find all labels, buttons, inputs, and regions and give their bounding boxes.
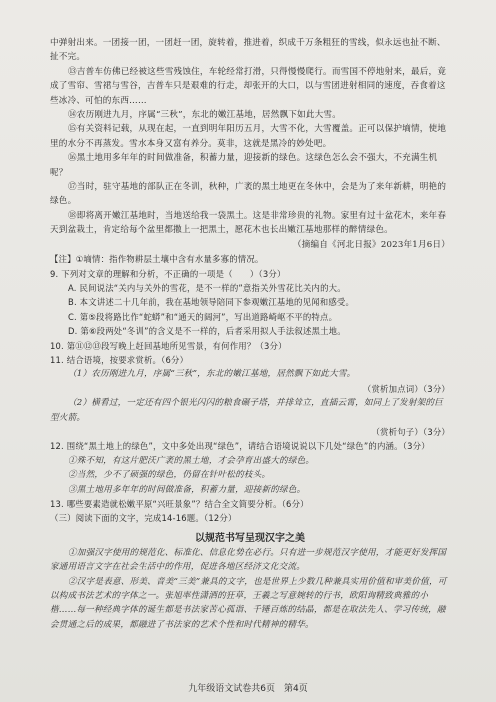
article-paragraph-1: ①加强汉字使用的规范化、标准化、信息化势在必行。只有进一步规范汉字使用，才能更好发挥国家通用语言文字在社会生活中的作用，促进各地区经济文化交流。 bbox=[50, 547, 447, 573]
question-11: 11. 结合语境，按要求赏析。（6分） bbox=[50, 354, 189, 365]
question-10: 10. 第⑪⑫⑬段写晚上赶回基地所见雪景，有何作用？（3分） bbox=[50, 340, 287, 351]
passage-paragraph-13: ⑬吉普车仿佛已经被这些雪残蚀住，车轮经常打滑，只得慢慢爬行。而雪国不停地射来，最后，竟成了雪帘、雪裙与雪谷，吉普车只是艰难的行走，却张开的大口，以与雪团进射相同的速度，吞食着这些冰冷、可怕的东西…… bbox=[50, 66, 447, 106]
question-9-option-a: A. 民间说法“关内与关外的雪花，是不一样的”意指关外雪花比关内的大。 bbox=[68, 282, 346, 293]
question-12: 12. 围绕“黑土地上的绿色”，文中多处出现“绿色”，请结合语境说说以下几处“绿色”的内涵。（3分） bbox=[50, 441, 430, 452]
passage-paragraph-14: ⑭农历刚进九月，序属“三秋”，东北的嫩江基地，居然飘下如此大雪。 bbox=[68, 110, 342, 121]
passage-paragraph-0: 中弹射出来。一团接一团，一团赶一团，旋转着，推进着，织成千万条粗狂的雪线，似永远也扯不断、扯不完。 bbox=[50, 38, 446, 63]
question-9-option-d: D. 第⑥段两处“冬训”的含义是不一样的，后者采用拟人手法叙述黑土地。 bbox=[68, 326, 346, 337]
page-footer: 九年级语文试卷共6页 第4页 bbox=[188, 684, 308, 694]
question-11-item-1: （1）农历刚进九月，序属“三秋”，东北的嫩江基地，居然飘下如此大雪。 bbox=[68, 369, 356, 380]
article-title: 以规范书写呈现汉字之美 bbox=[195, 532, 305, 544]
passage-paragraph-18: ⑱即将离开嫩江基地时，当地送给我一袋黑土。这是非常珍贵的礼物。家里有过十盆花木，来年春天到盆栽土，肯定给每个盆里都撒上一把黑土，愿花木也长出嫩江基地那样的醉情绿色。 bbox=[50, 210, 447, 236]
passage-source: （摘编自《河北日报》2023年1月6日） bbox=[292, 239, 450, 250]
passage-paragraph-16: ⑯黑土地用多年年的时间做准备，积蓄力量，迎接新的绿色。这绿色怎么会不强大，不充满生机呢？ bbox=[50, 153, 438, 178]
passage-paragraph-17: ⑰当时，驻守基地的部队正在冬训，秋种，广袤的黑土地更在冬休中，会是为了来年新耕，明艳的绿色。 bbox=[50, 182, 447, 207]
question-11-item-2: （2）横看过，一定还有四个银光闪闪的粮食碾子塔，并排耸立，直插云霄，如同上了发射架的巨型火箭。 bbox=[50, 398, 444, 423]
question-12-item-1: ①殊不知，有这片肥沃广袤的黑土地，才会孕育出盛大的绿色。 bbox=[68, 455, 315, 466]
question-12-item-3: ③黑土地用多年年的时间做准备，积蓄力量，迎接新的绿色。 bbox=[68, 484, 306, 495]
section-3-intro: （三）阅读下面的文字，完成14-16题。（12分） bbox=[50, 513, 237, 524]
article-paragraph-2: ②汉字是表意、形美、音美“三美”兼具的文字，也是世界上少数几种兼具实用价值和审美价值，可以构成书法艺术的字体之一。张旭率性潇洒的狂草，王羲之写意婉转的行书，欧阳询精致典雅的小楷……每一种经典字体的诞生都是书法家苦心孤诣、千锤百炼的结晶，都是在取法先人、学习传统，融会贯通之后的成果，都融进了书法家的艺术个性和时代精神的精华。 bbox=[50, 576, 447, 630]
question-9-option-b: B. 本文讲述二十几年前，我在基地领导陪同下参观嫩江基地的见闻和感受。 bbox=[68, 297, 355, 308]
question-13: 13. 哪些要素造就松嫩平原“兴旺景象”？结合全文简要分析。（6分） bbox=[50, 499, 309, 509]
question-9: 9. 下列对文章的理解和分析，不正确的一项是（ ）（3分） bbox=[50, 268, 286, 279]
question-9-option-c: C. 第⑤段将路比作“蛇蟒”和“通天的阔河”，写出道路崎岖不平的特点。 bbox=[68, 311, 338, 322]
question-11-item-1-tag: （赏析加点词）（3分） bbox=[362, 383, 450, 394]
question-11-item-2-tag: （赏析句子）（3分） bbox=[371, 426, 450, 437]
passage-note: 【注】①墒情：指作物耕层土壤中含有水量多寡的情况。 bbox=[50, 254, 264, 265]
passage-paragraph-15: ⑮有关资料记载，从现在起，一直到明年阳历五月，大雪不化，大雪覆盖。正可以保护墒情，使地里的水分不再蒸发。雪水本身又富有养分。莫非，这就是黑冷的妙处吧。 bbox=[50, 124, 447, 149]
question-12-item-2: ②当然，少不了硕强的绿色，仍留在针叶松的枝头。 bbox=[68, 470, 271, 481]
